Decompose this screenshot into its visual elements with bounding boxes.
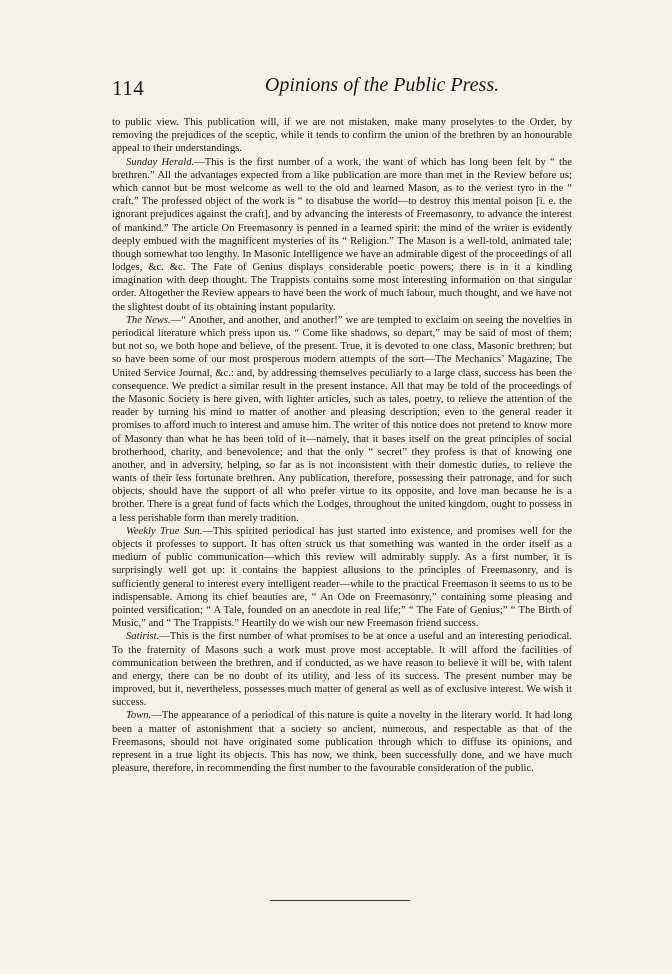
source-name: Town. (126, 710, 152, 722)
running-title: Opinions of the Public Press. (264, 74, 500, 96)
source-name: The News. (126, 314, 171, 326)
paragraph-text: —The appearance of a periodical of this nature is quite a novelty in the literary world. It had long been a matter of astonishment that a society so ancient, numerous, and respectable as that of the Freemasons, should not have originated some publication through which to diffuse its opinions, and represent in a true light its objects. This has now, we think, been successfully done, and we have much pleasure, therefore, in recommending the first number to the favourable consideration of the public. (112, 710, 572, 775)
page-header (112, 74, 572, 104)
review-the-news (112, 314, 572, 525)
review-sunday-herald (112, 156, 572, 314)
paragraph-text: —This is the first number of a work, the want of which has long been felt by “ the brethren.” All the advantages expected from a like publication are more than met in the Review before us; which cannot but be most welcome as well to the old and learned Mason, as to the veriest tyro in the “ craft.” The professed object of the work is “ to disabuse the world—to destroy this mental poison [i. e. the ignorant prejudices against the craft], and by advancing the interests of Freemasonry, to advance the interest of mankind.” The article On Freemasonry is penned in a learned spirit: the mind of the writer is evidently deeply embued with the magnificent mysteries of its “ Religion.” The Mason is a well-told, animated tale; though somewhat too lengthy. In Masonic Intelligence we have an admirable digest of the proceedings of all lodges, &c. &c. The Fate of Genius displays considerable poetic powers; there is in it a kindling imagination with deep thought. The Trappists contains some most interesting information on that singular order. Altogether the Review appears to have been the work of much labour, much thought, and we have not the slightest doubt of its obtaining instant popularity. (112, 156, 572, 313)
body-text (112, 116, 572, 775)
review-satirist (112, 630, 572, 709)
page-number: 114 (112, 76, 145, 100)
review-town (112, 709, 572, 775)
closing-rule (270, 900, 410, 901)
source-name: Satirist. (126, 631, 160, 643)
source-name: Weekly True Sun. (126, 525, 203, 537)
paragraph-text: —This spirited periodical has just started into existence, and promises well for the objects it professes to support. It has often struck us that something was wanted in the order itself as a medium of public communication—which this review will admirably supply. As a first number, it is surprisingly well got up: it contains the happiest allusions to the principles of Freemasonry, and is sufficiently general to interest every intelligent reader—while to the practical Freemason it seems to us to be indispensable. Among its chief beauties are, “ An Ode on Freemasonry,” containing some pleasing and pointed versification; “ A Tale, founded on an anecdote in real life;” “ The Fate of Genius;” “ The Birth of Music,” and “ The Trappists.” Heartily do we wish our new Freemason friend success. (112, 525, 572, 630)
review-weekly-true-sun (112, 525, 572, 631)
paragraph-continuation (112, 116, 572, 156)
paragraph-text: —“ Another, and another, and another!” we are tempted to exclaim on seeing the novelties in periodical literature which press upon us. “ Come like shadows, so depart,” may be said of most of them; but not so, we both hope and believe, of the present. True, it is devoted to one class, Masonic brethren; but so have been some of our most prosperous modern attempts of the sort—The Mechanics’ Magazine, The United Service Journal, &c.: and, by addressing themselves peculiarly to a large class, success has been the consequence. We predict a similar result in the present instance. All that may be told of the proceedings of the Masonic Society is here given, with lighter articles, such as tales, poetry, to relieve the attention of the reader by turning his mind to matter of another and pleasing description; even to the general reader it promises to afford much to interest and amuse him. The writer of this notice does not pretend to know more of Masonry than what he has been told of it—namely, that it bases itself on the great principles of social brotherhood, charity, and benevolence; and that the only “ secret” they profess is that of knowing one another, and in adversity, helping, so far as is not inconsistent with their domestic duties, to relieve the wants of their less fortunate brethren. Any publication, therefore, possessing their patronage, and for such objects, should have the support of all who prefer virtue to its opposite, and love man because he is a brother. There is a great fund of facts which the Lodges, throughout the united kingdom, ought to possess in a less perishable form than merely tradition. (112, 314, 572, 524)
source-name: Sunday Herald. (126, 156, 195, 168)
paragraph-text: to public view. This publication will, if we are not mistaken, make many proselytes to the Order, by removing the prejudices of the sceptic, while it tends to confirm the union of the brethren by an honourable appeal to their understandings. (112, 117, 572, 155)
paragraph-text: —This is the first number of what promises to be at once a useful and an interesting periodical. To the fraternity of Masons such a work must prove most acceptable. It will afford the facilities of communication between the brethren, and if conducted, as we have reason to believe it will be, with talent and energy, there can be no doubt of its utility, and less of its success. The present number may be improved, but it, nevertheless, possesses much matter of general as well as of exclusive interest. We wish it success. (112, 631, 572, 709)
